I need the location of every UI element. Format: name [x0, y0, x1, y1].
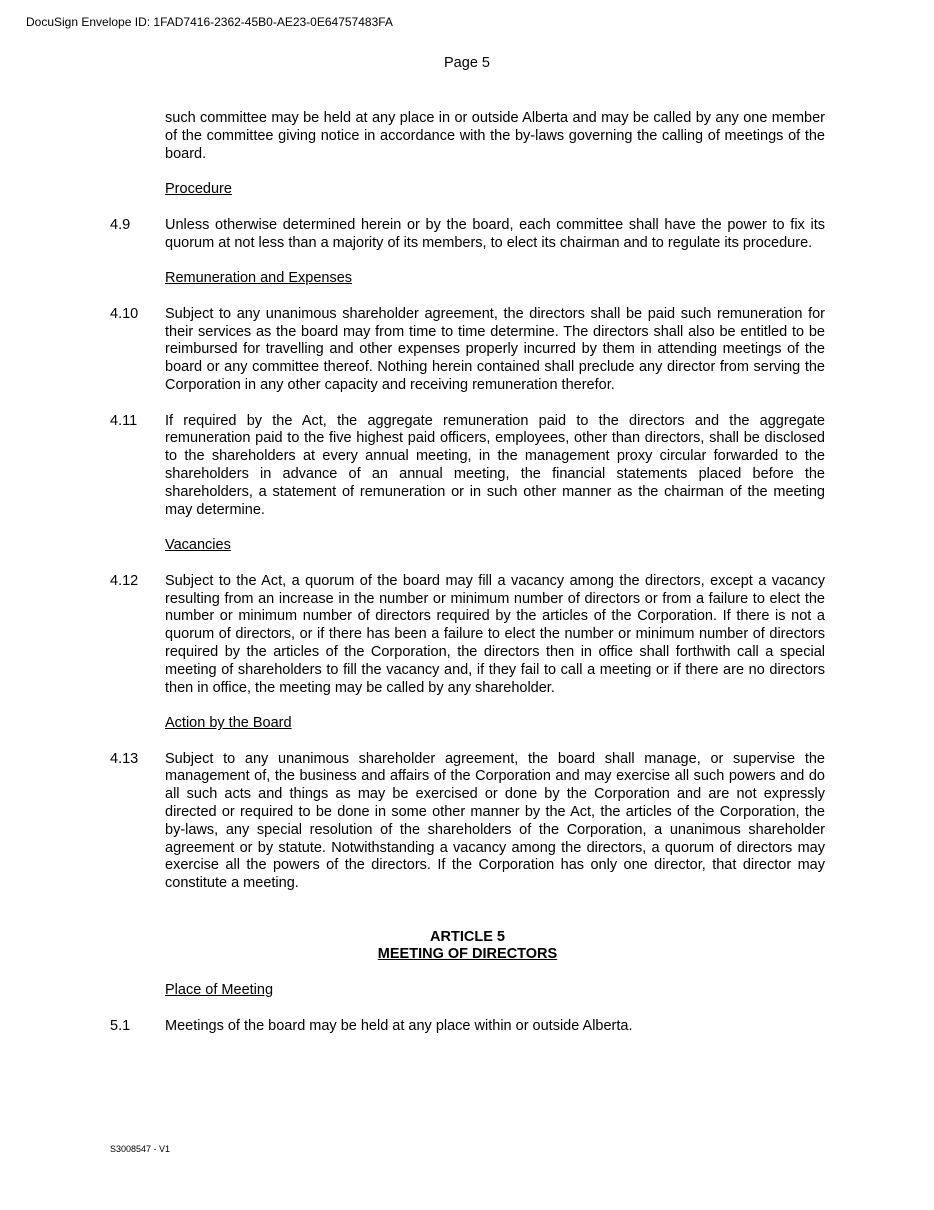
section-number: 5.1 — [110, 1017, 131, 1034]
section-number: 4.10 — [110, 305, 139, 322]
section-4-11 — [110, 413, 825, 520]
document-code: S3008547 - V1 — [110, 1144, 171, 1154]
envelope-id: DocuSign Envelope ID: 1FAD7416-2362-45B0-AE23-0E64757483FA — [26, 15, 393, 29]
section-text: If required by the Act, the aggregate remuneration paid to the directors and the aggregate remuneration paid to the five highest paid officers, employees, other than directors, shall be disclosed to the shareholders at every annual meeting, in the management proxy circular forwarded to the shareholders in advance of an annual meeting, the financial statements placed before the shareholders, a statement of remuneration or in such other manner as the chairman of the meeting may determine. — [165, 412, 825, 518]
page-number: Page 5 — [444, 55, 490, 71]
document-body — [110, 110, 825, 1035]
article-heading — [110, 929, 825, 965]
article-subtitle — [110, 946, 825, 964]
section-number: 4.11 — [110, 412, 138, 429]
section-text: Unless otherwise determined herein or by the board, each committee shall have the power to fix its quorum at not less than a majority of its members, to elect its chairman and to regulate its procedure. — [165, 216, 825, 251]
section-text: Subject to any unanimous shareholder agreement, the board shall manage, or supervise the management of, the business and affairs of the Corporation and may exercise all such powers and do all such acts and things as may be exercised or done by the Corporation and are not expressly directed or required to be done in some other manner by the Act, the articles of the Corporation, the by-laws, any special resolution of the shareholders of the Corporation, a unanimous shareholder agreement or by statute. Notwithstanding a vacancy among the directors, a quorum of directors may exercise all the powers of the directors. If the Corporation has only one director, that director may constitute a meeting. — [165, 750, 825, 892]
section-number: 4.9 — [110, 216, 131, 233]
article-title: ARTICLE 5 — [430, 928, 505, 945]
heading-procedure: Procedure — [165, 181, 232, 198]
article-subtitle-text: MEETING OF DIRECTORS — [377, 946, 558, 963]
section-5-1 — [110, 1018, 825, 1036]
section-number: 4.12 — [110, 572, 139, 589]
section-number: 4.13 — [110, 750, 139, 767]
section-4-9 — [110, 217, 825, 253]
section-text: Subject to the Act, a quorum of the board may fill a vacancy among the directors, except a vacancy resulting from an increase in the number or minimum number of directors or from a failure to elect the number or minimum number of directors required by the articles of the Corporation. If there is not a quorum of directors, or if there has been a failure to elect the number or minimum number of directors required by the articles of the Corporation, the directors then in office shall forthwith call a special meeting of shareholders to fill the vacancy and, if they fail to call a meeting or if there are no directors then in office, the meeting may be called by any shareholder. — [165, 572, 825, 696]
section-text: Meetings of the board may be held at any place within or outside Alberta. — [165, 1017, 633, 1034]
heading-action-by-board: Action by the Board — [165, 715, 292, 732]
heading-place-of-meeting: Place of Meeting — [165, 982, 274, 999]
section-4-12 — [110, 573, 825, 698]
section-4-13 — [110, 751, 825, 893]
section-4-10 — [110, 306, 825, 395]
heading-remuneration: Remuneration and Expenses — [165, 270, 353, 287]
heading-vacancies: Vacancies — [165, 537, 231, 554]
section-text: Subject to any unanimous shareholder agreement, the directors shall be paid such remuneration for their services as the board may from time to time determine. The directors shall also be entitled to be reimbursed for travelling and other expenses properly incurred by them in attending meetings of the board or any committee thereof. Nothing herein contained shall preclude any director from serving the Corporation in any other capacity and receiving remuneration therefor. — [165, 305, 825, 393]
intro-paragraph: such committee may be held at any place in or outside Alberta and may be called by any one member of the committee giving notice in accordance with the by-laws governing the calling of meetings of the board. — [165, 110, 825, 162]
